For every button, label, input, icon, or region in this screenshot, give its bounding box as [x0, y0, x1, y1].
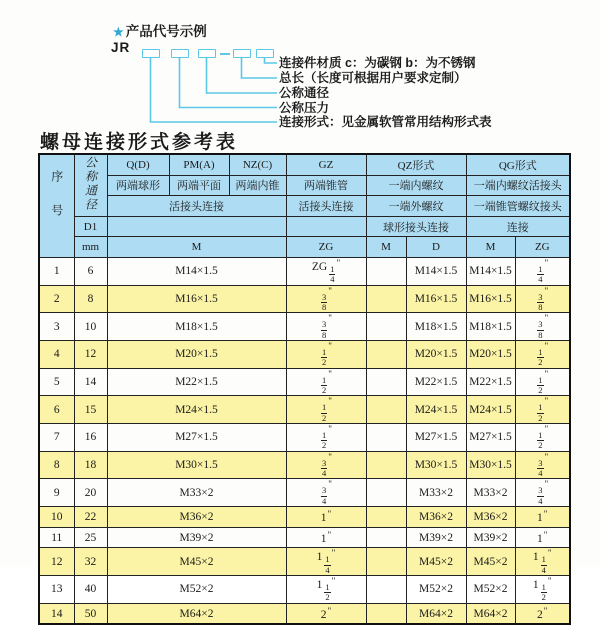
cell-gz: ZG $\frac{1}{4}$ ": [286, 257, 366, 285]
cell-qg-m: M18×1.5: [466, 313, 515, 341]
table-row: [39, 451, 570, 479]
cell-dn: 22: [74, 507, 107, 528]
cell-qz-m: [366, 527, 406, 548]
diagram-heading-text: 产品代号示例: [125, 24, 207, 39]
header-unit-qg-m: M: [466, 237, 515, 258]
cell-dn: 15: [74, 396, 107, 424]
table-row: [39, 341, 570, 369]
col-header-nz: NZ(C): [229, 154, 286, 175]
cell-qz-m: [366, 285, 406, 313]
col-header-dn: 公称通径: [74, 154, 107, 216]
cell-qg-m: M27×1.5: [466, 424, 515, 452]
header-union-conn: 活接头连接: [107, 196, 286, 217]
cell-gz: $\frac{3}{4}$ ": [286, 451, 366, 479]
table-row: [39, 424, 570, 452]
cell-m: M24×1.5: [107, 396, 286, 424]
header-d1: D1: [74, 216, 107, 237]
table-row: [39, 603, 570, 624]
code-label-length: 总长（长度可根据用户要求定制）: [279, 71, 467, 85]
cell-gz: $\frac{3}{8}$ ": [286, 285, 366, 313]
cell-gz: $\frac{1}{2}$ ": [286, 368, 366, 396]
cell-dn: 25: [74, 527, 107, 548]
cell-qz-d: M24×1.5: [406, 396, 466, 424]
cell-qg-zg: $\frac{3}{4}$ ": [515, 451, 570, 479]
cell-qg-zg: $\frac{1}{2}$ ": [515, 396, 570, 424]
cell-m: M36×2: [107, 507, 286, 528]
cell-no: 11: [39, 527, 74, 548]
cell-qg-zg: 1": [515, 527, 570, 548]
star-icon: ★: [113, 25, 124, 39]
cell-qg-m: M52×2: [466, 576, 515, 604]
cell-no: 2: [39, 285, 74, 313]
col-header-qg: QG形式: [466, 154, 570, 175]
table-row: [39, 368, 570, 396]
header-qg-desc2: 一端锥管螺纹接头: [466, 196, 570, 217]
cell-qg-zg: $\frac{1}{4}$ ": [515, 257, 570, 285]
code-prefix: JR: [111, 40, 131, 55]
cell-m: M20×1.5: [107, 341, 286, 369]
cell-m: M45×2: [107, 548, 286, 576]
header-qg-desc1: 一端内螺纹活接头: [466, 175, 570, 196]
header-unit-m: M: [107, 237, 286, 258]
cell-qg-m: M36×2: [466, 507, 515, 528]
header-nz-desc: 两端内锥: [229, 175, 286, 196]
cell-qz-m: [366, 257, 406, 285]
cell-qg-zg: $\frac{3}{8}$ ": [515, 313, 570, 341]
cell-qz-m: [366, 479, 406, 507]
cell-gz: $\frac{1}{2}$ ": [286, 341, 366, 369]
cell-no: 10: [39, 507, 74, 528]
table-row: [39, 527, 570, 548]
cell-dn: 50: [74, 603, 107, 624]
header-empty-gz: [286, 216, 366, 237]
cell-no: 7: [39, 424, 74, 452]
table-title: 螺母连接形式参考表: [40, 131, 239, 153]
cell-qz-m: [366, 368, 406, 396]
cell-qg-zg: $\frac{1}{2}$ ": [515, 368, 570, 396]
cell-dn: 16: [74, 424, 107, 452]
cell-gz: 1": [286, 527, 366, 548]
cell-qz-d: M45×2: [406, 548, 466, 576]
cell-m: M18×1.5: [107, 313, 286, 341]
code-label-material: 连接件材质 c：为碳钢 b：为不锈钢: [279, 56, 476, 70]
table-row: [39, 548, 570, 576]
cell-qz-m: [366, 603, 406, 624]
header-mm: mm: [74, 237, 107, 258]
col-header-q: Q(D): [107, 154, 169, 175]
cell-gz: 1 $\frac{1}{4}$ ": [286, 548, 366, 576]
table-row: [39, 479, 570, 507]
cell-no: 13: [39, 576, 74, 604]
cell-qz-d: M52×2: [406, 576, 466, 604]
cell-qg-m: M14×1.5: [466, 257, 515, 285]
header-qg-conn: 连接: [466, 216, 570, 237]
cell-qz-m: [366, 548, 406, 576]
cell-qz-d: M33×2: [406, 479, 466, 507]
header-empty-m: [107, 216, 286, 237]
cell-dn: 8: [74, 285, 107, 313]
cell-qg-m: M22×1.5: [466, 368, 515, 396]
cell-m: M22×1.5: [107, 368, 286, 396]
header-unit-qg-zg: ZG: [515, 237, 570, 258]
cell-qg-zg: 1 $\frac{1}{2}$ ": [515, 576, 570, 604]
cell-qz-m: [366, 396, 406, 424]
cell-qz-m: [366, 424, 406, 452]
cell-no: 1: [39, 257, 74, 285]
header-row-1: [39, 154, 570, 175]
cell-m: M27×1.5: [107, 424, 286, 452]
code-label-connection: 连接形式：见金属软管常用结构形式表: [279, 115, 492, 129]
cell-qg-zg: $\frac{1}{2}$ ": [515, 424, 570, 452]
cell-qz-d: M39×2: [406, 527, 466, 548]
header-row-3: [39, 196, 570, 217]
cell-qg-m: M45×2: [466, 548, 515, 576]
cell-qg-m: M30×1.5: [466, 451, 515, 479]
cell-dn: 40: [74, 576, 107, 604]
table-row: [39, 507, 570, 528]
cell-m: M14×1.5: [107, 257, 286, 285]
cell-no: 8: [39, 451, 74, 479]
cell-qz-d: M30×1.5: [406, 451, 466, 479]
cell-qz-d: M14×1.5: [406, 257, 466, 285]
table-row: [39, 396, 570, 424]
cell-qz-m: [366, 507, 406, 528]
cell-m: M52×2: [107, 576, 286, 604]
cell-qg-m: M33×2: [466, 479, 515, 507]
cell-dn: 12: [74, 341, 107, 369]
header-pm-desc: 两端平面: [169, 175, 229, 196]
cell-qg-m: M20×1.5: [466, 341, 515, 369]
cell-no: 12: [39, 548, 74, 576]
table-row: [39, 257, 570, 285]
col-header-seq: 序号: [39, 154, 74, 257]
code-label-pressure: 公称压力: [279, 100, 330, 115]
cell-qz-d: M18×1.5: [406, 313, 466, 341]
header-unit-qz-d: D: [406, 237, 466, 258]
table-row: [39, 285, 570, 313]
nut-connection-reference-table: [38, 153, 571, 625]
cell-qz-m: [366, 451, 406, 479]
cell-qz-d: M16×1.5: [406, 285, 466, 313]
cell-qg-zg: 1": [515, 507, 570, 528]
header-unit-qz-m: M: [366, 237, 406, 258]
cell-gz: $\frac{1}{2}$ ": [286, 424, 366, 452]
cell-no: 9: [39, 479, 74, 507]
cell-no: 5: [39, 368, 74, 396]
cell-qg-m: M24×1.5: [466, 396, 515, 424]
cell-dn: 20: [74, 479, 107, 507]
cell-no: 6: [39, 396, 74, 424]
header-qz-desc1: 一端内螺纹: [366, 175, 466, 196]
cell-gz: 2": [286, 603, 366, 624]
header-q-desc: 两端球形: [107, 175, 169, 196]
cell-qz-d: M64×2: [406, 603, 466, 624]
cell-qz-m: [366, 313, 406, 341]
col-header-pm: PM(A): [169, 154, 229, 175]
header-gz-desc: 两端锥管: [286, 175, 366, 196]
cell-qz-d: M20×1.5: [406, 341, 466, 369]
cell-qg-zg: 1 $\frac{1}{4}$ ": [515, 548, 570, 576]
cell-qg-m: M64×2: [466, 603, 515, 624]
cell-qg-zg: $\frac{1}{2}$ ": [515, 341, 570, 369]
table-row: [39, 313, 570, 341]
cell-qg-m: M16×1.5: [466, 285, 515, 313]
cell-no: 3: [39, 313, 74, 341]
cell-m: M33×2: [107, 479, 286, 507]
cell-gz: $\frac{3}{8}$ ": [286, 313, 366, 341]
cell-qg-zg: 2": [515, 603, 570, 624]
cell-qg-zg: $\frac{3}{8}$ ": [515, 285, 570, 313]
cell-dn: 6: [74, 257, 107, 285]
cell-m: M39×2: [107, 527, 286, 548]
col-header-qz: QZ形式: [366, 154, 466, 175]
cell-dn: 14: [74, 368, 107, 396]
header-row-5: [39, 237, 570, 258]
cell-dn: 18: [74, 451, 107, 479]
cell-m: M16×1.5: [107, 285, 286, 313]
table-row: [39, 576, 570, 604]
cell-m: M64×2: [107, 603, 286, 624]
cell-gz: 1 $\frac{1}{2}$ ": [286, 576, 366, 604]
header-row-4: [39, 216, 570, 237]
cell-dn: 32: [74, 548, 107, 576]
header-unit-zg: ZG: [286, 237, 366, 258]
cell-qg-m: M39×2: [466, 527, 515, 548]
col-header-gz: GZ: [286, 154, 366, 175]
cell-qz-m: [366, 576, 406, 604]
cell-qz-d: M27×1.5: [406, 424, 466, 452]
cell-qg-zg: $\frac{3}{4}$ ": [515, 479, 570, 507]
cell-no: 14: [39, 603, 74, 624]
cell-qz-d: M22×1.5: [406, 368, 466, 396]
cell-gz: 1": [286, 507, 366, 528]
header-qz-conn: 球形接头连接: [366, 216, 466, 237]
cell-m: M30×1.5: [107, 451, 286, 479]
cell-no: 4: [39, 341, 74, 369]
header-row-2: [39, 175, 570, 196]
code-label-diameter: 公称通径: [279, 86, 330, 100]
cell-dn: 10: [74, 313, 107, 341]
cell-gz: $\frac{1}{2}$ ": [286, 396, 366, 424]
cell-gz: $\frac{3}{4}$ ": [286, 479, 366, 507]
cell-qz-m: [366, 341, 406, 369]
header-qz-desc2: 一端外螺纹: [366, 196, 466, 217]
cell-qz-d: M36×2: [406, 507, 466, 528]
header-gz-conn: 活接头连接: [286, 196, 366, 217]
